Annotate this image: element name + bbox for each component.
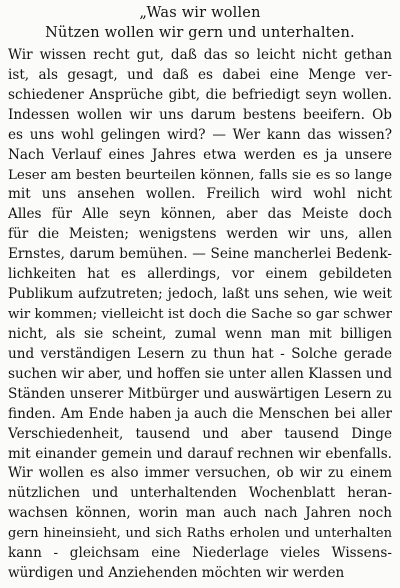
body-line: Ständen unserer Mitbürger und auswärtigen Lesern zu <box>8 385 392 402</box>
body-line: Wir wollen es also immer versuchen, ob wir zu einem <box>8 465 392 482</box>
body-line: Leser am besten beurteilen können, falls sie es so lange <box>8 167 392 183</box>
body-line: und verständigen Lesern zu thun hat - Solche gerade <box>8 345 392 362</box>
body-line: Ernstes, darum bemühen. — Seine mancherlei Bedenk- <box>8 246 392 263</box>
body-line: gern hineinsieht, und sich Raths erholen und unterhalten <box>8 526 392 542</box>
body-line: finden. Am Ende haben ja auch die Menschen bei aller <box>8 405 392 422</box>
body-line: Alles für Alle seyn können, aber das Meiste doch <box>8 206 392 223</box>
article-title: „Was wir wollen <box>139 5 261 21</box>
body-line: würdigen und Anziehenden möchten wir werden <box>8 565 345 582</box>
body-line: Publikum aufzutreten; jedoch, laßt uns sehen, wie weit <box>8 286 392 303</box>
body-line: nützlichen und unterhaltenden Wochenblatt heran- <box>8 485 392 502</box>
body-line: schiedener Ansprüche gibt, die befriedigt seyn wollen. <box>8 86 392 103</box>
body-line: es uns wohl gelingen wird? — Wer kann das wissen? <box>8 126 392 143</box>
body-line: nicht, als sie scheint, zumal wenn man mit billigen <box>8 325 392 342</box>
body-line: wachsen können, worin man auch nach Jahren noch <box>8 505 392 522</box>
body-line: ist, als gesagt, und daß es dabei eine Menge ver- <box>8 66 392 83</box>
body-line: Indessen wollen wir uns darum bestens beeifern. Ob <box>8 106 392 123</box>
body-line: mit uns ansehen wollen. Freilich wird wohl nicht <box>8 186 392 203</box>
body-line: Nach Verlauf eines Jahres etwa werden es ja unsere <box>8 146 392 163</box>
body-line: mit einander gemein und darauf rechnen wir ebenfalls. <box>8 445 392 462</box>
body-line: Wir wissen recht gut, daß das so leicht nicht gethan <box>8 47 392 63</box>
body-line: suchen wir aber, und hoffen sie unter allen Klassen und <box>8 365 392 382</box>
body-line: lichkeiten hat es allerdings, vor einem gebildeten <box>8 266 392 283</box>
body-line: Verschiedenheit, tausend und aber tausend Dinge <box>8 425 392 442</box>
body-line: wir kommen; vielleicht ist doch die Sache so gar schwer <box>8 307 392 323</box>
body-line: für die Meisten; wenigstens werden wir uns, allen <box>8 226 392 243</box>
body-line: kann - gleichsam eine Niederlage vieles Wissens- <box>8 545 392 562</box>
article-subtitle: Nützen wollen wir gern und unterhalten. <box>45 25 355 41</box>
